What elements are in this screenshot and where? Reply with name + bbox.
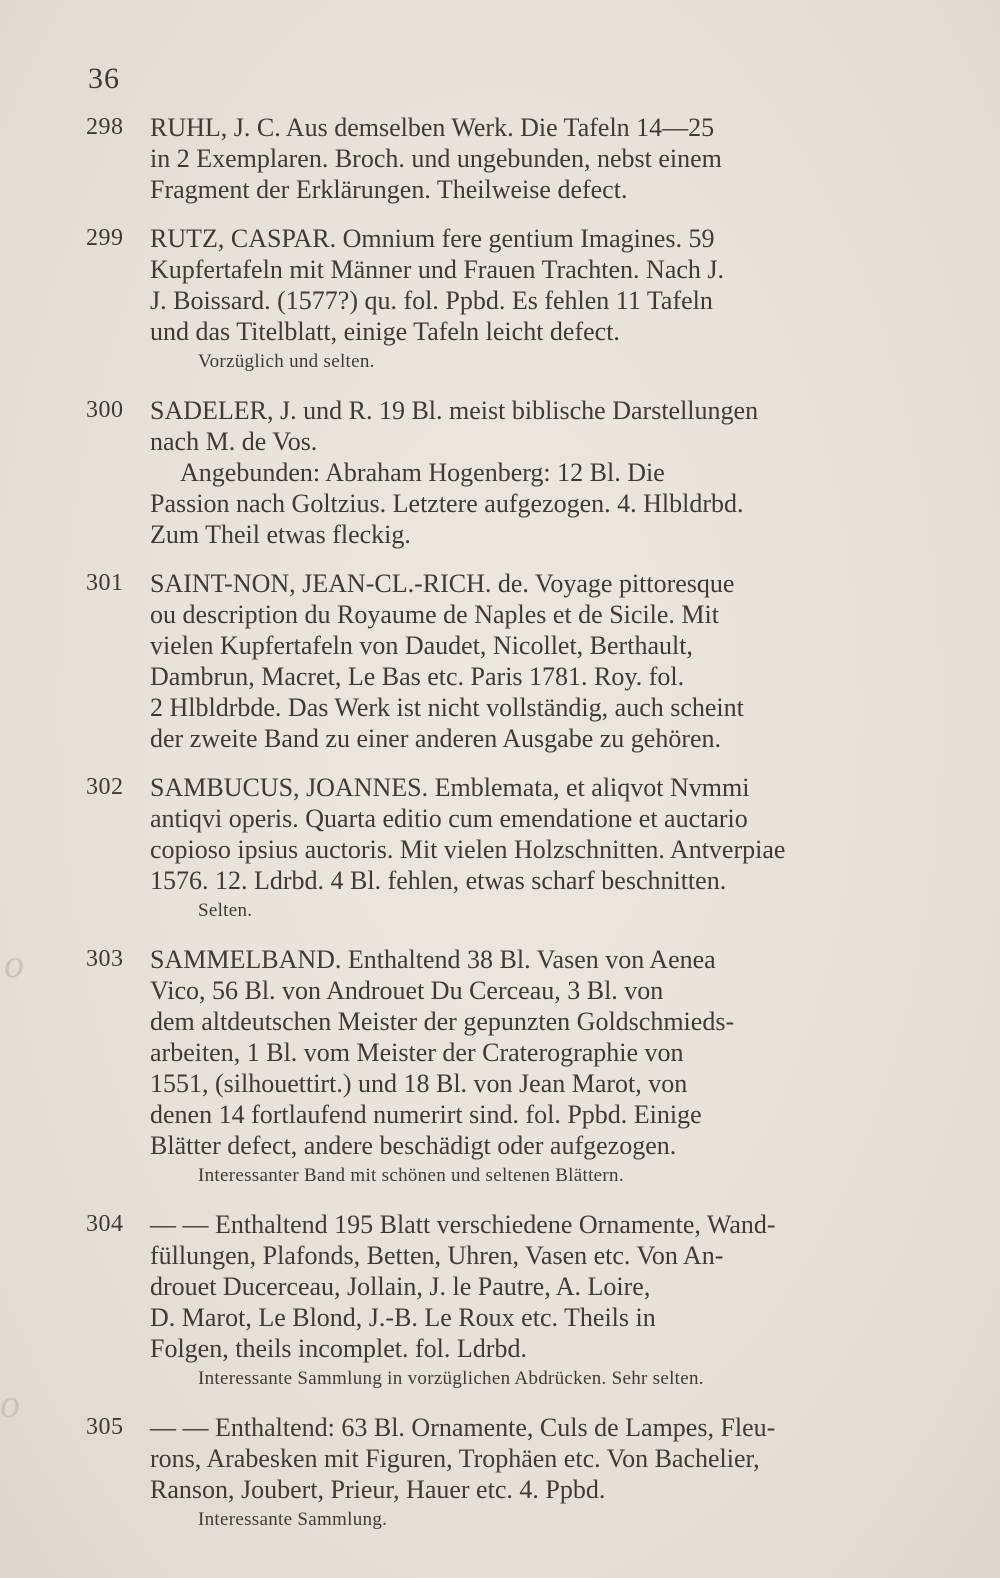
entry-line: 1576. 12. Ldrbd. 4 Bl. fehlen, etwas scharf beschnitten. bbox=[150, 866, 727, 895]
entry-line: 2 Hlbldrbde. Das Werk ist nicht vollständig, auch scheint bbox=[150, 693, 744, 722]
entry-line: copioso ipsius auctoris. Mit vielen Holzschnitten. Antverpiae bbox=[150, 835, 786, 864]
catalog-entry bbox=[86, 1412, 886, 1535]
entry-line: und das Titelblatt, einige Tafeln leicht defect. bbox=[150, 317, 620, 346]
entry-line: — — Enthaltend: 63 Bl. Ornamente, Culs de Lampes, Fleu- bbox=[150, 1413, 776, 1442]
entry-note: Interessanter Band mit schönen und seltenen Blättern. bbox=[198, 1165, 624, 1186]
entry-line: Fragment der Erklärungen. Theilweise defect. bbox=[150, 175, 628, 204]
entry-line: antiqvi operis. Quarta editio cum emendatione et auctario bbox=[150, 804, 748, 833]
entry-line: SAINT-NON, JEAN-CL.-RICH. de. Voyage pittoresque bbox=[150, 569, 735, 598]
entry-line: J. Boissard. (1577?) qu. fol. Ppbd. Es fehlen 11 Tafeln bbox=[150, 286, 713, 315]
entry-line: SAMMELBAND. Enthaltend 38 Bl. Vasen von Aenea bbox=[150, 945, 716, 974]
catalog-entry bbox=[86, 568, 886, 754]
entry-number: 299 bbox=[86, 225, 124, 251]
entry-line: rons, Arabesken mit Figuren, Trophäen etc. Von Bachelier, bbox=[150, 1444, 760, 1473]
entry-line: füllungen, Plafonds, Betten, Uhren, Vasen etc. Von An- bbox=[150, 1241, 724, 1270]
entry-line: Vico, 56 Bl. von Androuet Du Cerceau, 3 Bl. von bbox=[150, 976, 664, 1005]
entry-line: SADELER, J. und R. 19 Bl. meist biblische Darstellungen bbox=[150, 396, 759, 425]
entry-line: — — Enthaltend 195 Blatt verschiedene Ornamente, Wand- bbox=[150, 1210, 776, 1239]
entry-note: Interessante Sammlung in vorzüglichen Abdrücken. Sehr selten. bbox=[198, 1368, 704, 1389]
catalog-entries bbox=[86, 112, 886, 1553]
entry-line: Zum Theil etwas fleckig. bbox=[150, 520, 411, 549]
entry-line: Blätter defect, andere beschädigt oder aufgezogen. bbox=[150, 1131, 677, 1160]
entry-line: drouet Ducerceau, Jollain, J. le Pautre, A. Loire, bbox=[150, 1272, 651, 1301]
margin-pencil-mark: o bbox=[0, 1381, 20, 1426]
margin-pencil-mark: o bbox=[4, 941, 24, 986]
entry-line: SAMBUCUS, JOANNES. Emblemata, et aliqvot Nvmmi bbox=[150, 773, 750, 802]
entry-line: Passion nach Goltzius. Letztere aufgezogen. 4. Hlbldrbd. bbox=[150, 489, 744, 518]
catalog-entry bbox=[86, 1209, 886, 1394]
entry-line: in 2 Exemplaren. Broch. und ungebunden, nebst einem bbox=[150, 144, 722, 173]
entry-number: 302 bbox=[86, 774, 124, 800]
entry-number: 301 bbox=[86, 570, 124, 596]
catalog-entry bbox=[86, 395, 886, 550]
entry-line: Folgen, theils incomplet. fol. Ldrbd. bbox=[150, 1334, 527, 1363]
entry-number: 303 bbox=[86, 946, 124, 972]
entry-number: 300 bbox=[86, 397, 124, 423]
entry-line: ou description du Royaume de Naples et de Sicile. Mit bbox=[150, 600, 719, 629]
entry-line: nach M. de Vos. bbox=[150, 427, 318, 456]
entry-line: arbeiten, 1 Bl. vom Meister der Craterographie von bbox=[150, 1038, 684, 1067]
catalog-entry bbox=[86, 944, 886, 1191]
entry-line: Ranson, Joubert, Prieur, Hauer etc. 4. Ppbd. bbox=[150, 1475, 606, 1504]
entry-line: dem altdeutschen Meister der gepunzten Goldschmieds- bbox=[150, 1007, 735, 1036]
entry-number: 304 bbox=[86, 1211, 124, 1237]
entry-line: RUHL, J. C. Aus demselben Werk. Die Tafeln 14—25 bbox=[150, 113, 715, 142]
entry-number: 305 bbox=[86, 1414, 124, 1440]
page-number: 36 bbox=[88, 62, 120, 95]
entry-note: Interessante Sammlung. bbox=[198, 1509, 388, 1530]
entry-line: D. Marot, Le Blond, J.-B. Le Roux etc. Theils in bbox=[150, 1303, 656, 1332]
entry-line: Kupfertafeln mit Männer und Frauen Trachten. Nach J. bbox=[150, 255, 725, 284]
catalog-entry bbox=[86, 223, 886, 377]
entry-line: Dambrun, Macret, Le Bas etc. Paris 1781. Roy. fol. bbox=[150, 662, 685, 691]
entry-line: 1551, (silhouettirt.) und 18 Bl. von Jean Marot, von bbox=[150, 1069, 688, 1098]
entry-line: vielen Kupfertafeln von Daudet, Nicollet, Berthault, bbox=[150, 631, 693, 660]
entry-line: RUTZ, CASPAR. Omnium fere gentium Imagines. 59 bbox=[150, 224, 715, 253]
entry-note: Selten. bbox=[198, 900, 253, 921]
entry-note: Vorzüglich und selten. bbox=[198, 351, 375, 372]
entry-line: Angebunden: Abraham Hogenberg: 12 Bl. Die bbox=[180, 458, 665, 487]
entry-line: der zweite Band zu einer anderen Ausgabe zu gehören. bbox=[150, 724, 722, 753]
catalog-entry bbox=[86, 112, 886, 205]
catalog-entry bbox=[86, 772, 886, 926]
entry-line: denen 14 fortlaufend numerirt sind. fol. Ppbd. Einige bbox=[150, 1100, 702, 1129]
entry-number: 298 bbox=[86, 114, 124, 140]
